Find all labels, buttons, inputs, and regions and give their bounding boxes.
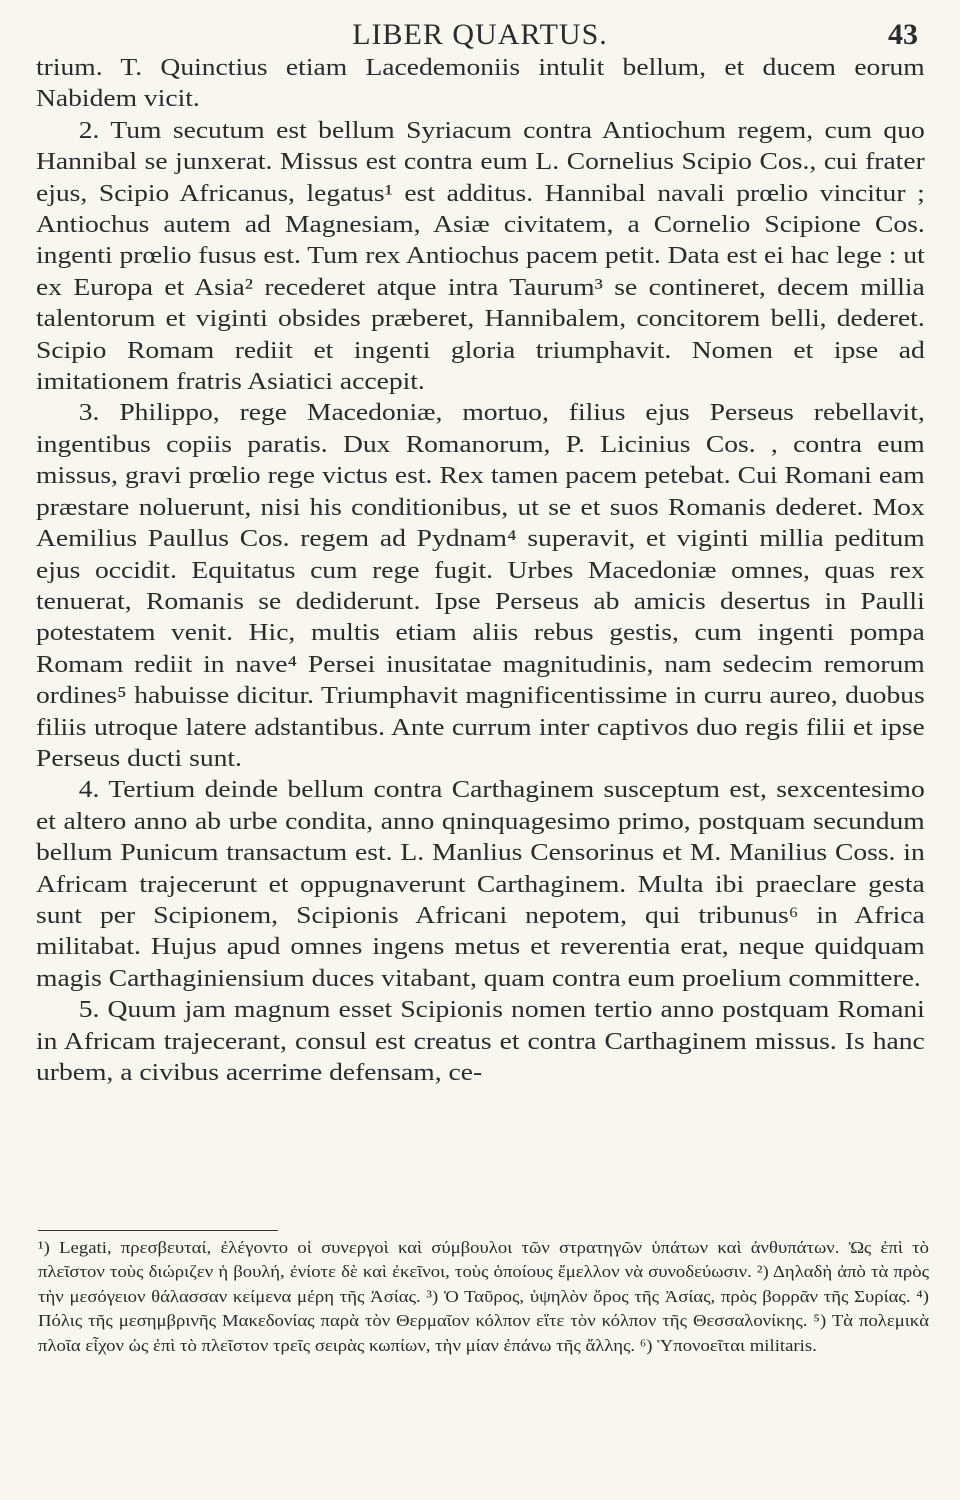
paragraph: [36, 52, 925, 115]
paragraph: [36, 774, 925, 994]
footnote-marker: ³): [426, 1286, 439, 1306]
paragraph-text: Tum secutum est bellum Syriacum contra Antiochum regem, cum quo Hannibal se junxerat. Missus est contra eum L. Cornelius Scipio Cos., cui frater ejus, Scipio Africanus, legatus¹ est additus. Hannibal navali prœlio vincitur ; Antiochus autem ad Magnesiam, Asiæ civitatem, a Cornelio Scipione Cos. ingenti prœlio fusus est. Tum rex Antiochus pacem petit. Data est ei hac lege : ut ex Europa et Asia² recederet atque intra Taurum³ se contineret, decem millia talentorum et viginti obsides præberet, Hannibalem, concitorem belli, dederet. Scipio Romam rediit et ingenti gloria triumphavit. Nomen et ipse ad imitationem fratris Asiatici accepit.: [36, 116, 925, 396]
paragraph: [36, 397, 925, 774]
footnote-text: Legati, πρεσβευταί, ἐλέγοντο οἱ συνεργοὶ καὶ σύμβουλοι τῶν στρατηγῶν ὑπάτων καὶ ἀνθυπάτων. Ὡς ἐπὶ τὸ πλεῖστον τοὺς διώριζεν ἡ βουλή, ἐνίοτε δὲ καὶ ἐκεῖνοι, τοὺς ὁποίους ἔμελλον νὰ συνοδεύωσιν.: [38, 1238, 930, 1282]
footnote: [426, 1287, 910, 1306]
section-number: 2.: [78, 116, 100, 144]
footnote-text: Πόλις τῆς μεσημβρινῆς Μακεδονίας παρὰ τὸν Θερμαῖον κόλπον εἴτε τὸν κόλπον τῆς Θεσσαλονίκης.: [38, 1311, 808, 1331]
paragraph-text: Quum jam magnum esset Scipionis nomen tertio anno postquam Romani in Africam trajecerant, consul est creatus et contra Carthaginem missus. Is hanc urbem, a civibus acerrime defensam, ce-: [36, 996, 925, 1086]
footnote-marker: ²): [756, 1262, 769, 1282]
paragraph: [36, 994, 925, 1088]
section-number: 4.: [78, 776, 100, 804]
section-number: 3.: [78, 399, 100, 427]
footnote-marker: ⁴): [916, 1286, 929, 1306]
running-head: LIBER QUARTUS.: [352, 18, 608, 51]
footnote: [640, 1336, 817, 1355]
section-number: 5.: [78, 996, 100, 1024]
main-text: [36, 52, 925, 1088]
footnote-block: [38, 1236, 929, 1358]
paragraph: [36, 115, 925, 398]
footnote-marker: ¹): [38, 1238, 50, 1257]
paragraph-text: trium. T. Quinctius etiam Lacedemoniis intulit bellum, et ducem eorum Nabidem vicit.: [36, 54, 925, 113]
footnote-text: Ὑπονοεῖται militaris.: [657, 1335, 817, 1355]
page-number: 43: [888, 18, 918, 51]
paragraph-text: Tertium deinde bellum contra Carthaginem susceptum est, sexcentesimo et altero anno ab urbe condita, anno qninquagesimo primo, postquam secundum bellum Punicum transactum est. L. Manlius Censorinus et M. Manilius Coss. in Africam trajecerunt et oppugnaverunt Carthaginem. Multa ibi praeclare gesta sunt per Scipionem, Scipionis Africani nepotem, qui tribunus⁶ in Africa militabat. Hujus apud omnes ingens metus et reverentia erat, neque quidquam magis Carthaginiensium duces vitabant, quam contra eum proelium committere.: [36, 776, 925, 992]
footnote-text: Ὁ Ταῦρος, ὑψηλὸν ὄρος τῆς Ἀσίας, πρὸς βορρᾶν τῆς Συρίας.: [443, 1286, 911, 1306]
footnote-marker: ⁶): [639, 1335, 653, 1355]
footnote-marker: ⁵): [813, 1311, 827, 1331]
paragraph-text: Philippo, rege Macedoniæ, mortuo, filius ejus Perseus rebellavit, ingentibus copiis paratis. Dux Romanorum, P. Licinius Cos. , contra eum missus, gravi prœlio rege victus est. Rex tamen pacem petebat. Cui Romani eam præstare noluerunt, nisi his conditionibus, ut se et suos Romanis dederet. Mox Aemilius Paullus Cos. regem ad Pydnam⁴ superavit, et viginti millia peditum ejus occidit. Equitatus cum rege fugit. Urbes Macedoniæ omnes, quas rex tenuerat, Romanis se dediderunt. Ipse Perseus ab amicis desertus in Paulli potestatem venit. Hic, multis etiam aliis rebus gestis, cum ingenti pompa Romam rediit in nave⁴ Persei inusitatae magnitudinis, nam sedecim remorum ordines⁵ habuisse dicitur. Triumphavit magnificentissime in curru aureo, duobus filiis utroque latere adstantibus. Ante currum inter captivos duo regis filii et ipse Perseus ducti sunt.: [36, 399, 925, 772]
footnote-text: Δηλαδὴ ἀπὸ τὰ πρὸς τὴν μεσόγειον θάλασσαν κείμενα μέρη τῆς Ἀσίας.: [38, 1262, 930, 1306]
footnotes: [38, 1236, 929, 1358]
footnote-text: Τὰ πολεμικὰ πλοῖα εἶχον ὡς ἐπὶ τὸ πλεῖστον τρεῖς σειρὰς κωπίων, τὴν μίαν ἐπάνω τῆς ἄλλης.: [38, 1311, 929, 1355]
footnote-rule: [38, 1230, 278, 1231]
